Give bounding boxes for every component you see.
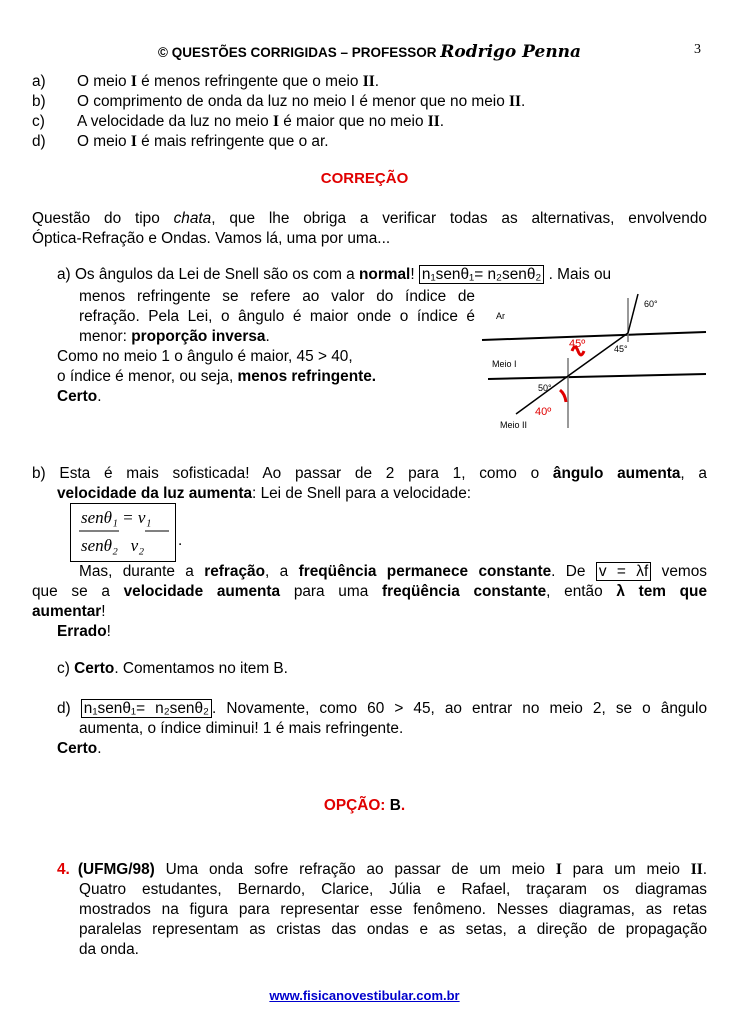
intro-text: , que lhe obriga a verificar todas as alternativas, envolvendo — [211, 210, 707, 227]
author-signature: Rodrigo Penna — [440, 42, 582, 62]
option-d — [32, 132, 707, 152]
question-number: 4. — [57, 861, 70, 878]
question-source: (UFMG/98) — [77, 861, 155, 878]
item-b-bold: refração — [204, 563, 265, 580]
item-b-line-6 — [57, 622, 111, 642]
item-b-bold: velocidade da luz aumenta — [57, 485, 253, 502]
item-a-line-3 — [79, 307, 475, 327]
option-letter: c) — [32, 113, 45, 130]
item-d-text: . — [97, 740, 102, 757]
answer-label: OPÇÃO: — [323, 797, 390, 814]
option-text: O comprimento de onda da luz no meio I é menor que no meio — [77, 93, 510, 110]
item-a-text: a) Os ângulos da Lei de Snell são os com a — [57, 266, 360, 283]
option-b — [32, 92, 707, 112]
option-bold: I — [272, 113, 279, 130]
item-b-verdict: Errado — [57, 623, 107, 640]
item-a-bold: normal — [359, 266, 411, 283]
option-a — [32, 72, 707, 92]
item-a-text: ! — [410, 266, 419, 283]
item-a-text: refração. Pela Lei, o ângulo é maior onde o índice é — [79, 308, 475, 325]
label-angle-45-red: 45º — [569, 338, 586, 350]
fraction-denominator: senθ₂ v₂ — [81, 536, 145, 555]
option-bold: I — [130, 133, 137, 150]
question-4-line-2 — [79, 880, 707, 900]
option-bold: II — [362, 73, 375, 90]
item-d-line-3 — [57, 739, 101, 759]
label-angle-40-red: 40º — [535, 406, 552, 418]
option-c — [32, 112, 707, 132]
option-text: é menos refringente que o meio — [136, 73, 363, 90]
item-c-verdict: Certo — [74, 660, 115, 677]
item-a-text: menor: — [79, 328, 132, 345]
question-4-line-3 — [79, 900, 707, 920]
item-b-bold: freqüência permanece constante — [298, 563, 552, 580]
label-meio-1: Meio I — [492, 359, 517, 369]
label-angle-45: 45° — [614, 344, 628, 354]
question-medium: I — [555, 861, 562, 878]
item-d-text: . Novamente, como 60 > 45, ao entrar no meio 2, se o ângulo — [212, 700, 708, 717]
question-medium: II — [690, 861, 703, 878]
fraction-numerator: senθ₁ = v₁ — [81, 508, 152, 527]
option-text: A velocidade da luz no meio — [77, 113, 273, 130]
item-b-bold: freqüência constante — [381, 583, 547, 600]
item-a-bold: proporção inversa — [131, 328, 266, 345]
item-c — [57, 659, 288, 679]
item-a-line-4 — [79, 327, 270, 347]
intro-line-1 — [32, 209, 707, 229]
item-b-text: que se a — [32, 583, 124, 600]
item-b-text: Mas, durante a — [79, 563, 205, 580]
item-b-text: , a — [265, 563, 299, 580]
page-number: 3 — [694, 42, 701, 57]
item-a-bold: menos refringente. — [237, 368, 377, 385]
item-b-text: para uma — [280, 583, 382, 600]
item-a-text: . — [97, 388, 102, 405]
item-b-text: b) Esta é mais sofisticada! Ao passar de 2 para 1, como o — [32, 465, 553, 482]
question-text: mostrados na figura para representar esse fenômeno. Nesses diagramas, as retas — [79, 901, 707, 918]
option-text: é mais refringente que o ar. — [136, 133, 329, 150]
label-angle-50: 50° — [538, 383, 552, 393]
option-bold: II — [427, 113, 440, 130]
item-d-line-2: aumenta, o índice diminui! 1 é mais refringente. — [79, 720, 404, 737]
answer-period: . — [400, 797, 406, 814]
item-b-text: , então — [546, 583, 617, 600]
item-d-line-1 — [57, 699, 707, 719]
item-b-bold: ângulo aumenta — [552, 465, 681, 482]
option-letter: d) — [32, 133, 46, 150]
wave-equation-box: v = λf — [596, 562, 651, 581]
item-b-text: ! — [106, 623, 111, 640]
item-b-line-5 — [32, 602, 707, 622]
item-a-text: o índice é menor, ou seja, — [57, 368, 238, 385]
option-text: O meio — [77, 133, 131, 150]
item-a-line-2 — [79, 287, 475, 307]
item-a-line-7 — [57, 387, 101, 407]
question-text: Quatro estudantes, Bernardo, Clarice, Júlia e Rafael, traçaram os diagramas — [79, 881, 707, 898]
item-a-verdict: Certo — [57, 388, 98, 405]
item-b-line-2 — [57, 484, 471, 504]
item-b-text: vemos — [651, 563, 707, 580]
fraction-period: . — [178, 532, 183, 549]
item-b-text: , a — [680, 465, 707, 482]
item-b-line-1 — [32, 464, 707, 484]
option-letter: a) — [32, 73, 46, 90]
item-c-text: c) — [57, 660, 75, 677]
question-4-line-4 — [79, 920, 707, 940]
question-text: . — [702, 861, 707, 878]
item-d-verdict: Certo — [57, 740, 98, 757]
question-text: Uma onda sofre refração ao passar de um meio — [154, 861, 556, 878]
option-text: O meio — [77, 73, 131, 90]
header-title: © QUESTÕES CORRIGIDAS – PROFESSOR — [158, 45, 437, 60]
item-b-bold: aumentar — [32, 603, 102, 620]
item-b-text: . De — [551, 563, 596, 580]
label-angle-60: 60° — [644, 299, 658, 309]
snell-law-box: n₁senθ₁= n₂senθ₂ — [81, 699, 212, 718]
item-b-text: : Lei de Snell para a velocidade: — [252, 485, 472, 502]
answer-value: B — [389, 797, 401, 814]
intro-text: Questão do tipo — [32, 210, 174, 227]
correcao-heading: CORREÇÃO — [320, 170, 409, 187]
item-a-text: . Mais ou — [544, 266, 612, 283]
fraction-bars — [79, 530, 169, 534]
page-footer — [0, 988, 729, 1003]
interface-medium1-medium2 — [488, 374, 706, 379]
snell-velocity-fraction — [70, 503, 176, 562]
option-bold: II — [509, 93, 522, 110]
option-text: . — [374, 73, 380, 90]
answer-option — [0, 796, 729, 816]
item-a-text: menos refringente se refere ao valor do índice de — [79, 288, 475, 305]
item-b-line-3 — [79, 562, 707, 582]
option-text: . — [521, 93, 526, 110]
item-b-text: ! — [101, 603, 106, 620]
item-b-line-4 — [32, 582, 707, 602]
intro-emphasis: chata — [173, 210, 212, 227]
item-a-line-5: Como no meio 1 o ângulo é maior, 45 > 40, — [57, 348, 353, 365]
label-ar: Ar — [496, 311, 505, 321]
angle-arc-40 — [560, 390, 566, 402]
item-a-line-6 — [57, 367, 376, 387]
option-letter: b) — [32, 93, 46, 110]
incident-ray — [628, 294, 638, 333]
interface-air-medium1 — [482, 332, 706, 340]
item-c-text: . Comentamos no item B. — [114, 660, 288, 677]
intro-line-2: Óptica-Refração e Ondas. Vamos lá, uma por uma... — [32, 230, 391, 247]
page-header — [158, 42, 581, 62]
snell-law-box: n₁senθ₁= n₂senθ₂ — [419, 265, 544, 284]
label-meio-2: Meio II — [500, 420, 528, 430]
question-4-line-1 — [57, 860, 707, 880]
item-a-text: . — [265, 328, 270, 345]
item-d-text: d) — [57, 700, 81, 717]
question-text: paralelas representam as cristas das ondas e as setas, a direção de propagação — [79, 921, 707, 938]
refraction-diagram — [478, 288, 708, 436]
option-text: é maior que no meio — [278, 113, 428, 130]
item-b-bold: λ tem que — [616, 583, 708, 600]
item-a-line-1 — [57, 265, 707, 285]
question-text: para um meio — [561, 861, 691, 878]
option-text: . — [439, 113, 445, 130]
option-bold: I — [130, 73, 137, 90]
question-4-line-5: da onda. — [79, 941, 139, 958]
footer-link[interactable]: www.fisicanovestibular.com.br — [269, 988, 460, 1003]
item-b-bold: velocidade aumenta — [123, 583, 281, 600]
